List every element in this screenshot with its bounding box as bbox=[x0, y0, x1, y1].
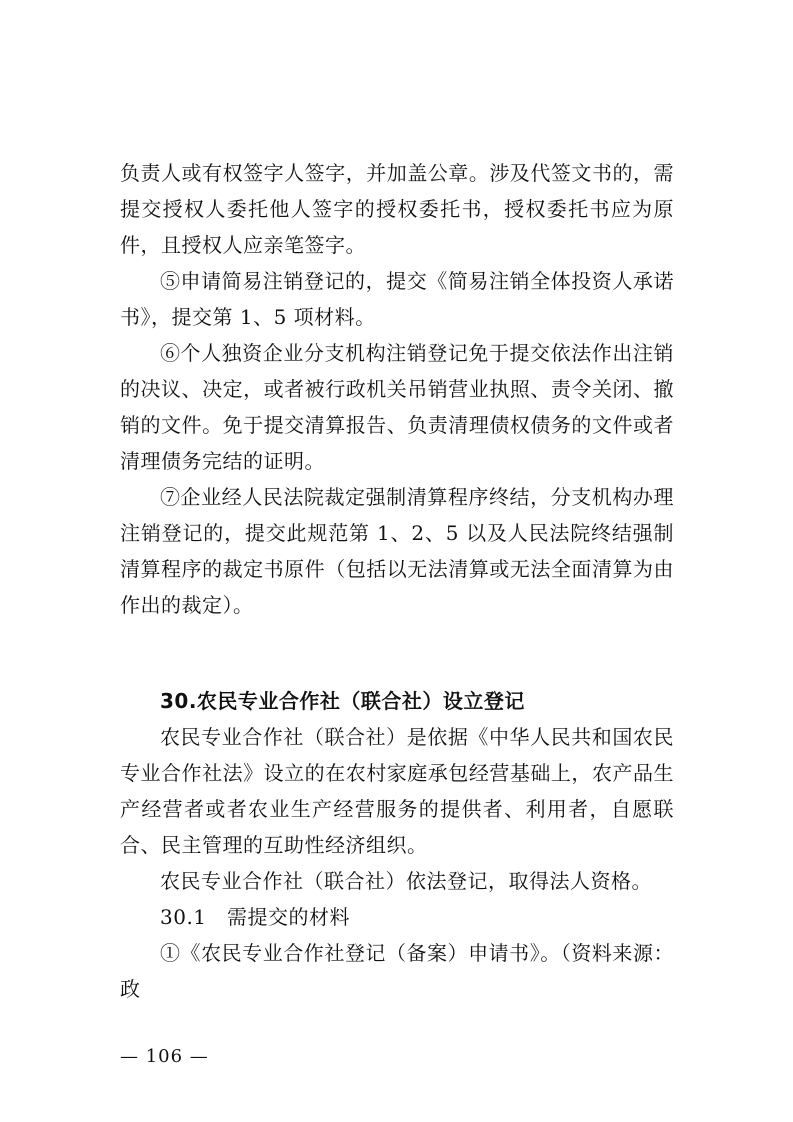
page-number: — 106 — bbox=[120, 1046, 209, 1067]
paragraph-signature-requirement: 负责人或有权签字人签字，并加盖公章。涉及代签文书的，需提交授权人委托他人签字的授权委托书，授权委托书应为原件，且授权人应亲笔签字。 bbox=[120, 161, 674, 257]
paragraph-legal-status: 农民专业合作社（联合社）依法登记，取得法人资格。 bbox=[160, 869, 652, 893]
paragraph-definition: 农民专业合作社（联合社）是依据《中华人民共和国农民专业合作社法》设立的在农村家庭承包经营基础上，农产品生产经营者或者农业生产经营服务的提供者、利用者，自愿联合、民主管理的互助性经济组织。 bbox=[120, 725, 674, 857]
paragraph-item-5: ⑤申请简易注销登记的，提交《简易注销全体投资人承诺书》，提交第 1、5 项材料。 bbox=[120, 269, 674, 329]
section-heading: 30.农民专业合作社（联合社）设立登记 bbox=[160, 689, 525, 713]
paragraph-item-1: ①《农民专业合作社登记（备案）申请书》。（资料来源：政 bbox=[120, 941, 674, 1001]
paragraph-item-6: ⑥个人独资企业分支机构注销登记免于提交依法作出注销的决议、决定，或者被行政机关吊销营业执照、责令关闭、撤销的文件。免于提交清算报告、负责清理债权债务的文件或者清理债务完结的证明。 bbox=[120, 341, 674, 473]
subsection-heading: 30.1 需提交的材料 bbox=[160, 905, 351, 929]
body-text-top bbox=[120, 155, 674, 623]
paragraph-item-7: ⑦企业经人民法院裁定强制清算程序终结，分支机构办理注销登记的，提交此规范第 1、2、5 以及人民法院终结强制清算程序的裁定书原件（包括以无法清算或无法全面清算为由作出的裁定）。 bbox=[120, 485, 674, 617]
body-text-section-30 bbox=[120, 683, 674, 1007]
